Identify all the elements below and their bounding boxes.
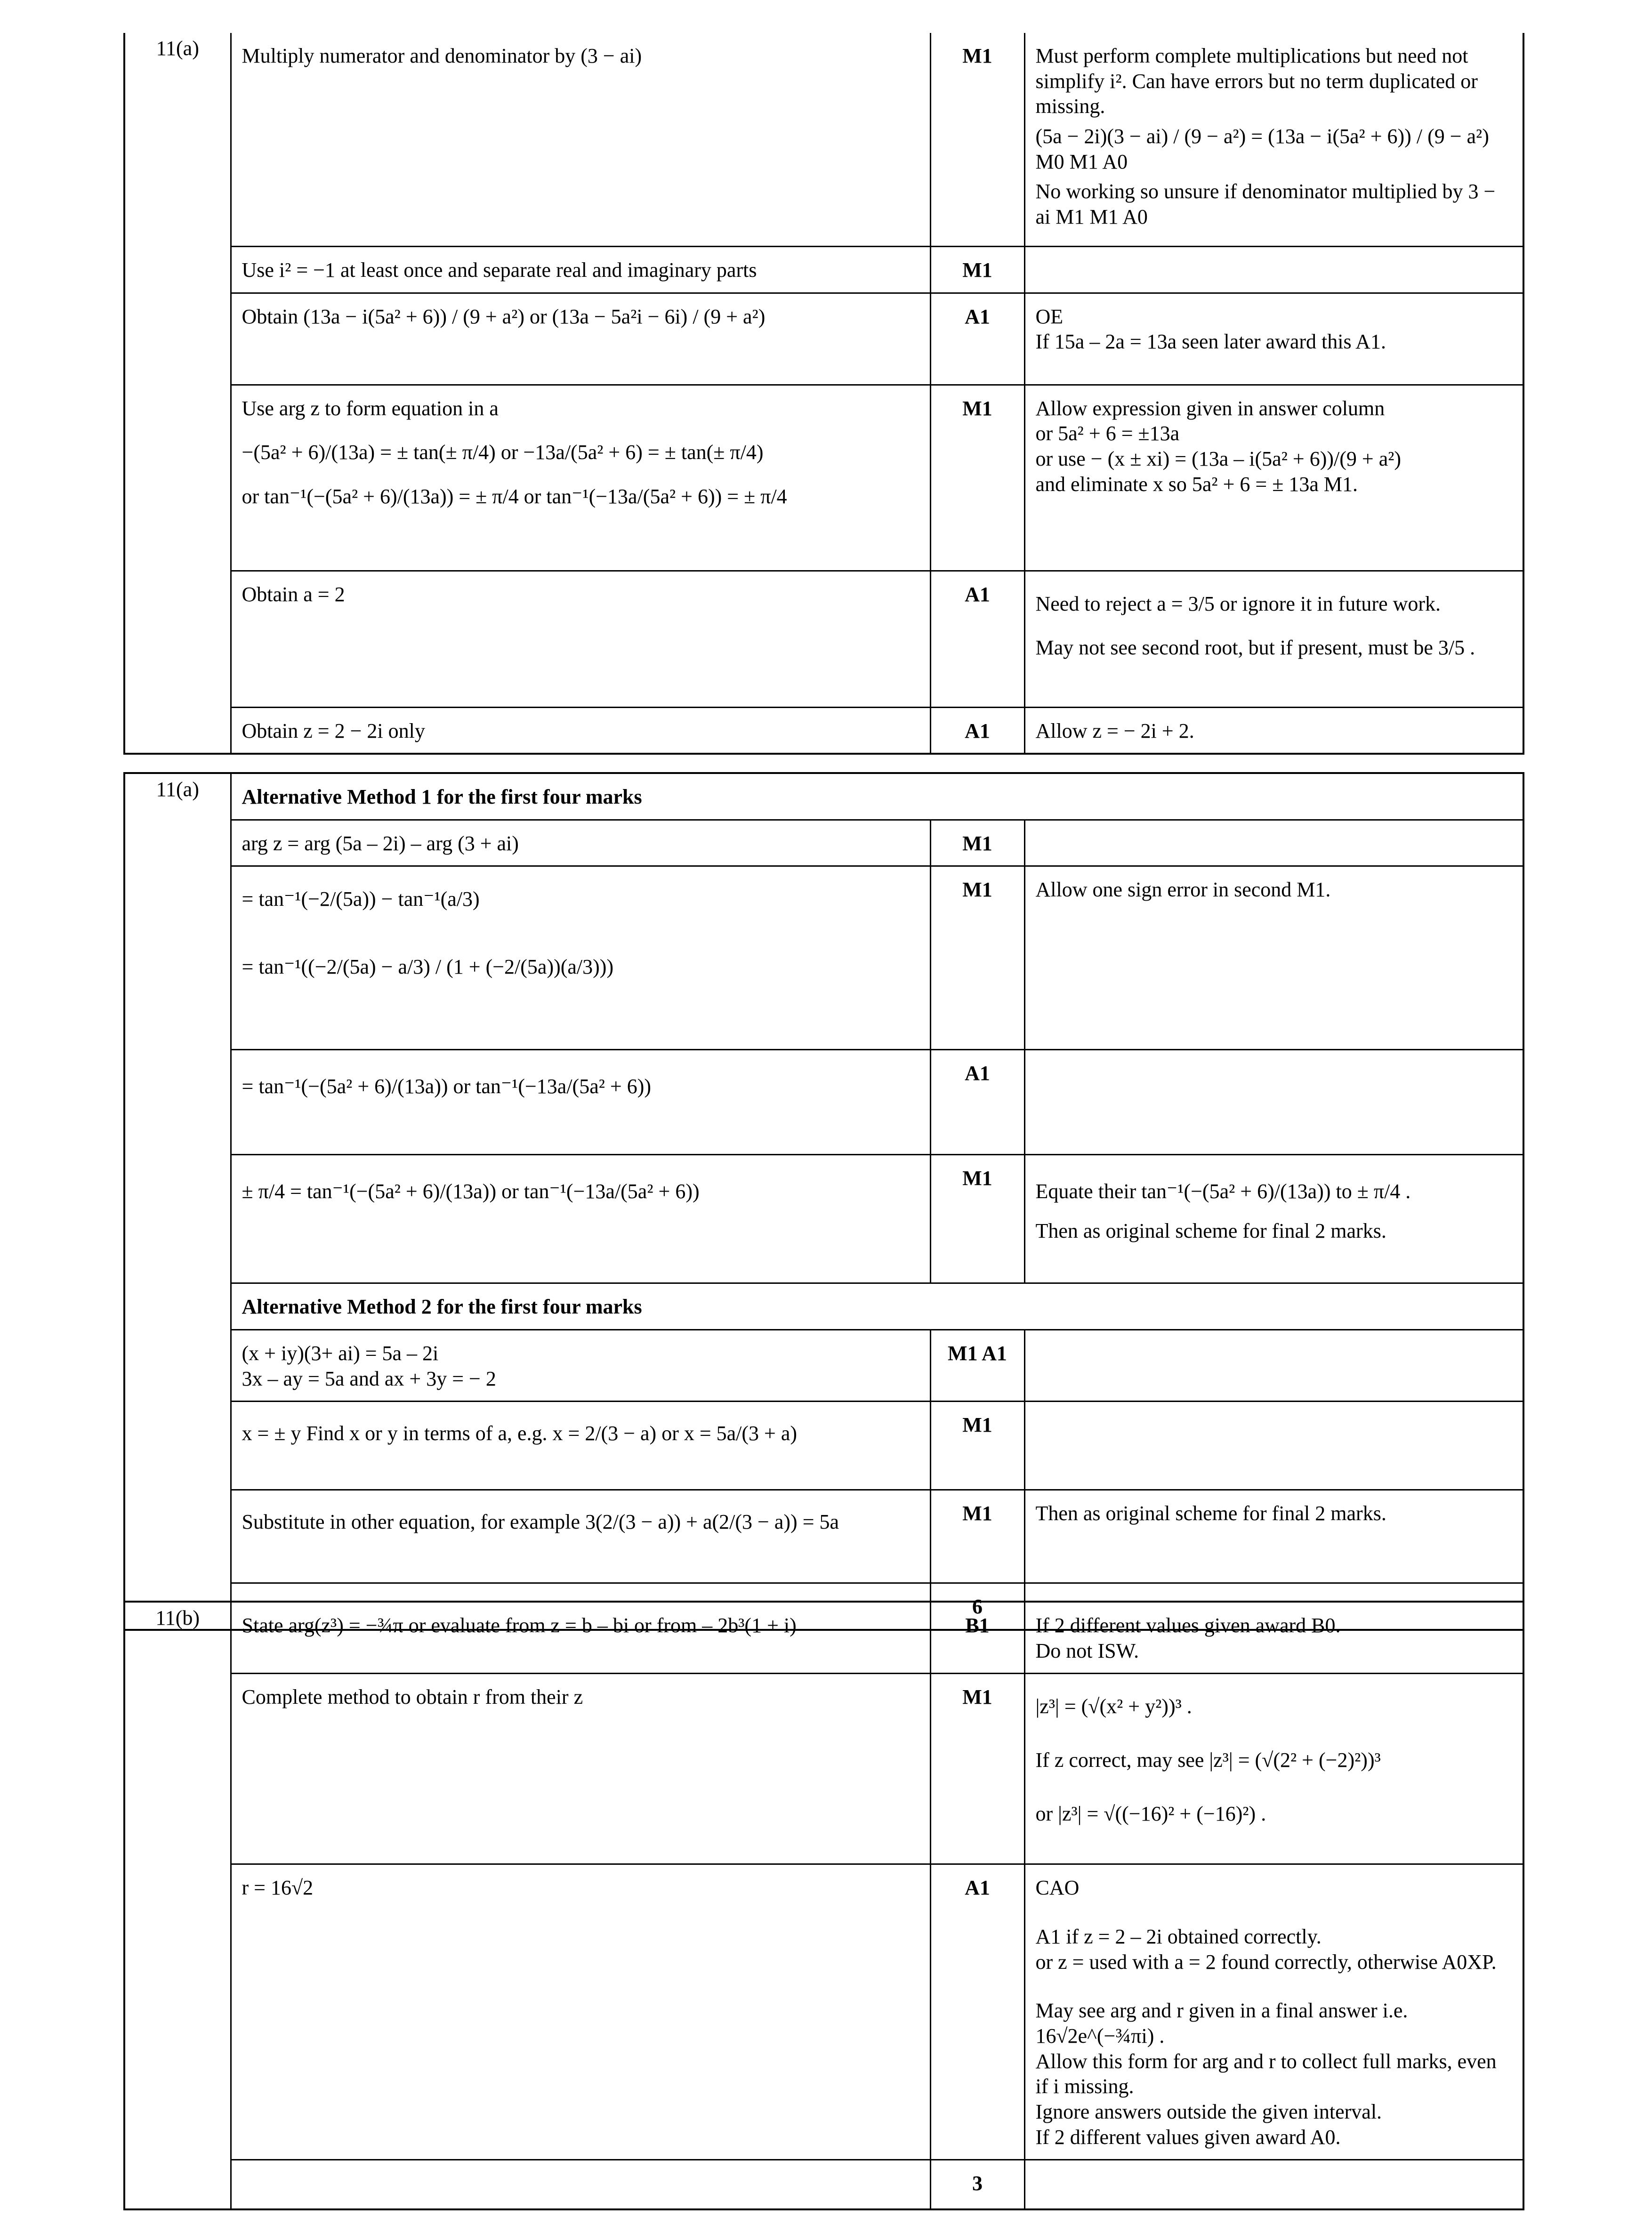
table-row [125, 1050, 1523, 1155]
guidance-cell [1024, 1603, 1523, 1674]
guidance-cell [1024, 1050, 1523, 1155]
mark-cell: M1 [930, 247, 1024, 293]
table-row [125, 707, 1523, 753]
mark-cell: M1 [930, 33, 1024, 247]
guidance-cell [1024, 33, 1523, 247]
section-11a-main [123, 33, 1524, 755]
guidance-text: Allow expression given in answer column [1035, 396, 1385, 420]
guidance-cell [1024, 1155, 1523, 1283]
answer-cell: = tan⁻¹(−(5a² + 6)/(13a)) or tan⁻¹(−13a/(5a² + 6)) [231, 1050, 930, 1155]
alt-method-1-heading: Alternative Method 1 for the first four marks [231, 774, 1523, 820]
guidance-cell [1024, 1674, 1523, 1864]
answer-cell: Obtain z = 2 − 2i only [231, 707, 930, 753]
table-row [125, 1490, 1523, 1583]
guidance-text: Then as original scheme for final 2 marks. [1035, 1219, 1386, 1243]
guidance-text: (5a − 2i)(3 − ai) / (9 − a²) = (13a − i(5a² + 6)) / (9 − a²) M0 M1 A0 [1035, 125, 1489, 173]
answer-text: = tan⁻¹((−2/(5a) − a/3) / (1 + (−2/(5a))(a/3))) [242, 955, 614, 979]
mark-cell: A1 [930, 1864, 1024, 2160]
answer-text: −(5a² + 6)/(13a) = ± tan(± π/4) or −13a/(5a² + 6) = ± tan(± π/4) [242, 441, 764, 464]
table-row [125, 1330, 1523, 1402]
guidance-cell [1024, 1864, 1523, 2160]
answer-cell: Substitute in other equation, for example 3(2/(3 − a)) + a(2/(3 − a)) = 5a [231, 1490, 930, 1583]
section-11a-alternatives [123, 772, 1524, 1631]
guidance-text: or 5a² + 6 = ±13a [1035, 422, 1180, 445]
answer-text: 3x – ay = 5a and ax + 3y = − 2 [242, 1367, 496, 1390]
guidance-cell [1024, 2160, 1523, 2209]
mark-cell: M1 [930, 1490, 1024, 1583]
table-row [125, 385, 1523, 571]
mark-cell: M1 [930, 385, 1024, 571]
answer-cell [231, 385, 930, 571]
guidance-cell: Allow one sign error in second M1. [1024, 866, 1523, 1050]
section-11b [123, 1601, 1524, 2210]
question-number: 11(a) [125, 33, 231, 753]
guidance-text: or use − (x ± xi) = (13a – i(5a² + 6))/(9 + a²) [1035, 447, 1402, 471]
answer-text: (x + iy)(3+ ai) = 5a – 2i [242, 1342, 439, 1365]
table-row [125, 1864, 1523, 2160]
guidance-text: May not see second root, but if present, must be 3/5 . [1035, 636, 1475, 660]
guidance-text: Do not ISW. [1035, 1639, 1139, 1662]
table-row [125, 247, 1523, 293]
mark-cell: M1 [930, 1402, 1024, 1490]
table-row [125, 820, 1523, 866]
guidance-text: No working so unsure if denominator multiplied by 3 − ai M1 M1 A0 [1035, 180, 1496, 229]
answer-cell [231, 866, 930, 1050]
answer-cell [231, 33, 930, 247]
guidance-text: Ignore answers outside the given interval. [1035, 2100, 1382, 2124]
answer-cell: Use i² = −1 at least once and separate real and imaginary parts [231, 247, 930, 293]
table-row [125, 1402, 1523, 1490]
guidance-text: A1 if z = 2 – 2i obtained correctly. [1035, 1925, 1322, 1949]
guidance-text: Allow this form for arg and r to collect full marks, even if i missing. [1035, 2049, 1497, 2098]
answer-cell: r = 16√2 [231, 1864, 930, 2160]
total-marks: 6 [930, 1583, 1024, 1629]
mark-cell: M1 [930, 1155, 1024, 1283]
guidance-cell [1024, 1402, 1523, 1490]
table-row [125, 1674, 1523, 1864]
answer-text: Multiply numerator and denominator by (3 − ai) [242, 44, 642, 67]
mark-cell: M1 A1 [930, 1330, 1024, 1402]
table-row [125, 571, 1523, 707]
mark-scheme-table-11a [125, 33, 1523, 753]
total-marks: 3 [930, 2160, 1024, 2209]
answer-cell: arg z = arg (5a – 2i) – arg (3 + ai) [231, 820, 930, 866]
answer-text: or tan⁻¹(−(5a² + 6)/(13a)) = ± π/4 or tan⁻¹(−13a/(5a² + 6)) = ± π/4 [242, 485, 787, 508]
mark-cell: A1 [930, 707, 1024, 753]
guidance-text: Equate their tan⁻¹(−(5a² + 6)/(13a)) to ± π/4 . [1035, 1180, 1411, 1203]
guidance-cell [1024, 571, 1523, 707]
mark-cell: B1 [930, 1603, 1024, 1674]
guidance-text: If 2 different values given award B0. [1035, 1614, 1341, 1637]
table-row [125, 1155, 1523, 1283]
mark-cell: M1 [930, 866, 1024, 1050]
table-row [125, 1603, 1523, 1674]
answer-cell: Obtain (13a − i(5a² + 6)) / (9 + a²) or (13a − 5a²i − 6i) / (9 + a²) [231, 293, 930, 385]
guidance-cell [1024, 820, 1523, 866]
answer-cell: ± π/4 = tan⁻¹(−(5a² + 6)/(13a)) or tan⁻¹(−13a/(5a² + 6)) [231, 1155, 930, 1283]
table-row [125, 1283, 1523, 1330]
answer-text: Use arg z to form equation in a [242, 396, 499, 420]
table-row [125, 866, 1523, 1050]
table-row [125, 293, 1523, 385]
guidance-text: If z correct, may see |z³| = (√(2² + (−2)²))³ [1035, 1749, 1381, 1772]
guidance-text: OE [1035, 305, 1064, 328]
alt-method-2-heading: Alternative Method 2 for the first four marks [231, 1283, 1523, 1330]
answer-text: = tan⁻¹(−2/(5a)) − tan⁻¹(a/3) [242, 887, 480, 911]
guidance-text: If 2 different values given award A0. [1035, 2125, 1341, 2149]
mark-scheme-table-11b [125, 1603, 1523, 2208]
mark-scheme-table-alternatives [125, 774, 1523, 1629]
guidance-text: or |z³| = √((−16)² + (−16)²) . [1035, 1802, 1266, 1825]
guidance-cell [1024, 385, 1523, 571]
guidance-text: If 15a – 2a = 13a seen later award this A1. [1035, 330, 1386, 354]
guidance-text: and eliminate x so 5a² + 6 = ± 13a M1. [1035, 472, 1358, 496]
guidance-cell [1024, 293, 1523, 385]
answer-cell: Obtain a = 2 [231, 571, 930, 707]
question-number: 11(b) [125, 1603, 231, 2208]
guidance-text: May see arg and r given in a final answer i.e. 16√2e^(−¾πi) . [1035, 1999, 1408, 2048]
answer-cell [231, 2160, 930, 2209]
answer-cell [231, 1330, 930, 1402]
table-row [125, 774, 1523, 820]
mark-cell: A1 [930, 571, 1024, 707]
question-number: 11(a) [125, 774, 231, 1629]
answer-cell: x = ± y Find x or y in terms of a, e.g. x = 2/(3 − a) or x = 5a/(3 + a) [231, 1402, 930, 1490]
mark-cell: M1 [930, 1674, 1024, 1864]
guidance-text: or z = used with a = 2 found correctly, otherwise A0XP. [1035, 1950, 1497, 1974]
guidance-text: |z³| = (√(x² + y²))³ . [1035, 1695, 1192, 1718]
guidance-cell [1024, 247, 1523, 293]
guidance-cell: Then as original scheme for final 2 marks. [1024, 1490, 1523, 1583]
guidance-text: Must perform complete multiplications but need not simplify i². Can have errors but no term duplicated or missing. [1035, 44, 1478, 118]
guidance-text: CAO [1035, 1876, 1080, 1900]
mark-cell: A1 [930, 293, 1024, 385]
guidance-text: Need to reject a = 3/5 or ignore it in future work. [1035, 592, 1441, 615]
mark-cell: M1 [930, 820, 1024, 866]
guidance-cell: Allow z = − 2i + 2. [1024, 707, 1523, 753]
answer-cell: Complete method to obtain r from their z [231, 1674, 930, 1864]
guidance-cell [1024, 1330, 1523, 1402]
table-row [125, 2160, 1523, 2209]
table-row [125, 33, 1523, 247]
answer-cell: State arg(z³) = −¾π or evaluate from z = b – bi or from – 2b³(1 + i) [231, 1603, 930, 1674]
mark-cell: A1 [930, 1050, 1024, 1155]
